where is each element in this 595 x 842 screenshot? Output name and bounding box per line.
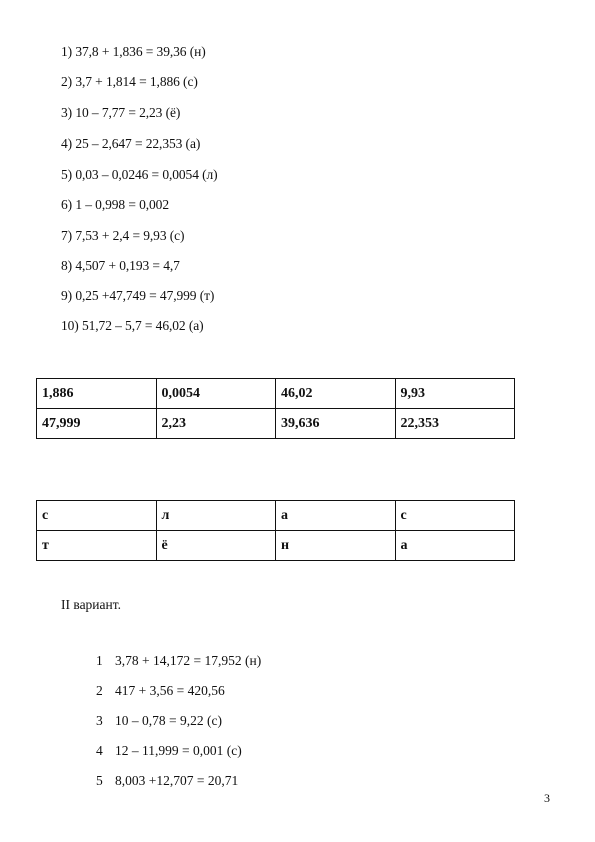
equation-line: 4) 25 – 2,647 = 22,353 (а) (61, 136, 201, 151)
equation-line: 3) 10 – 7,77 = 2,23 (ё) (61, 105, 181, 120)
equation-text: 417 + 3,56 = 420,56 (115, 683, 225, 698)
table-cell: 39,636 (276, 409, 396, 439)
equation-line: 5) 0,03 – 0,0246 = 0,0054 (л) (61, 167, 218, 182)
item-number: 5 (96, 773, 103, 788)
table-cell: а (395, 531, 515, 561)
page-number: 3 (544, 791, 550, 805)
equation-line: 8) 4,507 + 0,193 = 4,7 (61, 258, 180, 273)
table-cell: 22,353 (395, 409, 515, 439)
equation-text: 12 – 11,999 = 0,001 (с) (115, 743, 242, 758)
table-cell: ё (156, 531, 276, 561)
variant-heading: II вариант. (61, 597, 122, 612)
table-cell: н (276, 531, 396, 561)
equation-text: 10 – 0,78 = 9,22 (с) (115, 713, 222, 728)
equation-line: 2) 3,7 + 1,814 = 1,886 (с) (61, 74, 198, 89)
table-cell: 47,999 (37, 409, 157, 439)
table-cell: 46,02 (276, 379, 396, 409)
item-number: 3 (96, 713, 103, 728)
equation-line: 9) 0,25 +47,749 = 47,999 (т) (61, 288, 215, 303)
table-row (37, 409, 515, 439)
letters-table (36, 500, 515, 561)
table-row (37, 531, 515, 561)
item-number: 4 (96, 743, 103, 758)
equation-line: 6) 1 – 0,998 = 0,002 (61, 197, 169, 212)
table-cell: л (156, 501, 276, 531)
table-cell: 1,886 (37, 379, 157, 409)
equation-line: 1) 37,8 + 1,836 = 39,36 (н) (61, 44, 206, 59)
table-cell: 0,0054 (156, 379, 276, 409)
table-cell: с (37, 501, 157, 531)
table-cell: с (395, 501, 515, 531)
equation-line: 7) 7,53 + 2,4 = 9,93 (с) (61, 228, 185, 243)
table-row (37, 501, 515, 531)
table-cell: а (276, 501, 396, 531)
table-cell: т (37, 531, 157, 561)
numbers-table (36, 378, 515, 439)
item-number: 1 (96, 653, 103, 668)
table-cell: 9,93 (395, 379, 515, 409)
equation-text: 8,003 +12,707 = 20,71 (115, 773, 239, 788)
equation-line: 10) 51,72 – 5,7 = 46,02 (а) (61, 318, 204, 333)
equation-text: 3,78 + 14,172 = 17,952 (н) (115, 653, 262, 668)
item-number: 2 (96, 683, 103, 698)
table-row (37, 379, 515, 409)
table-cell: 2,23 (156, 409, 276, 439)
